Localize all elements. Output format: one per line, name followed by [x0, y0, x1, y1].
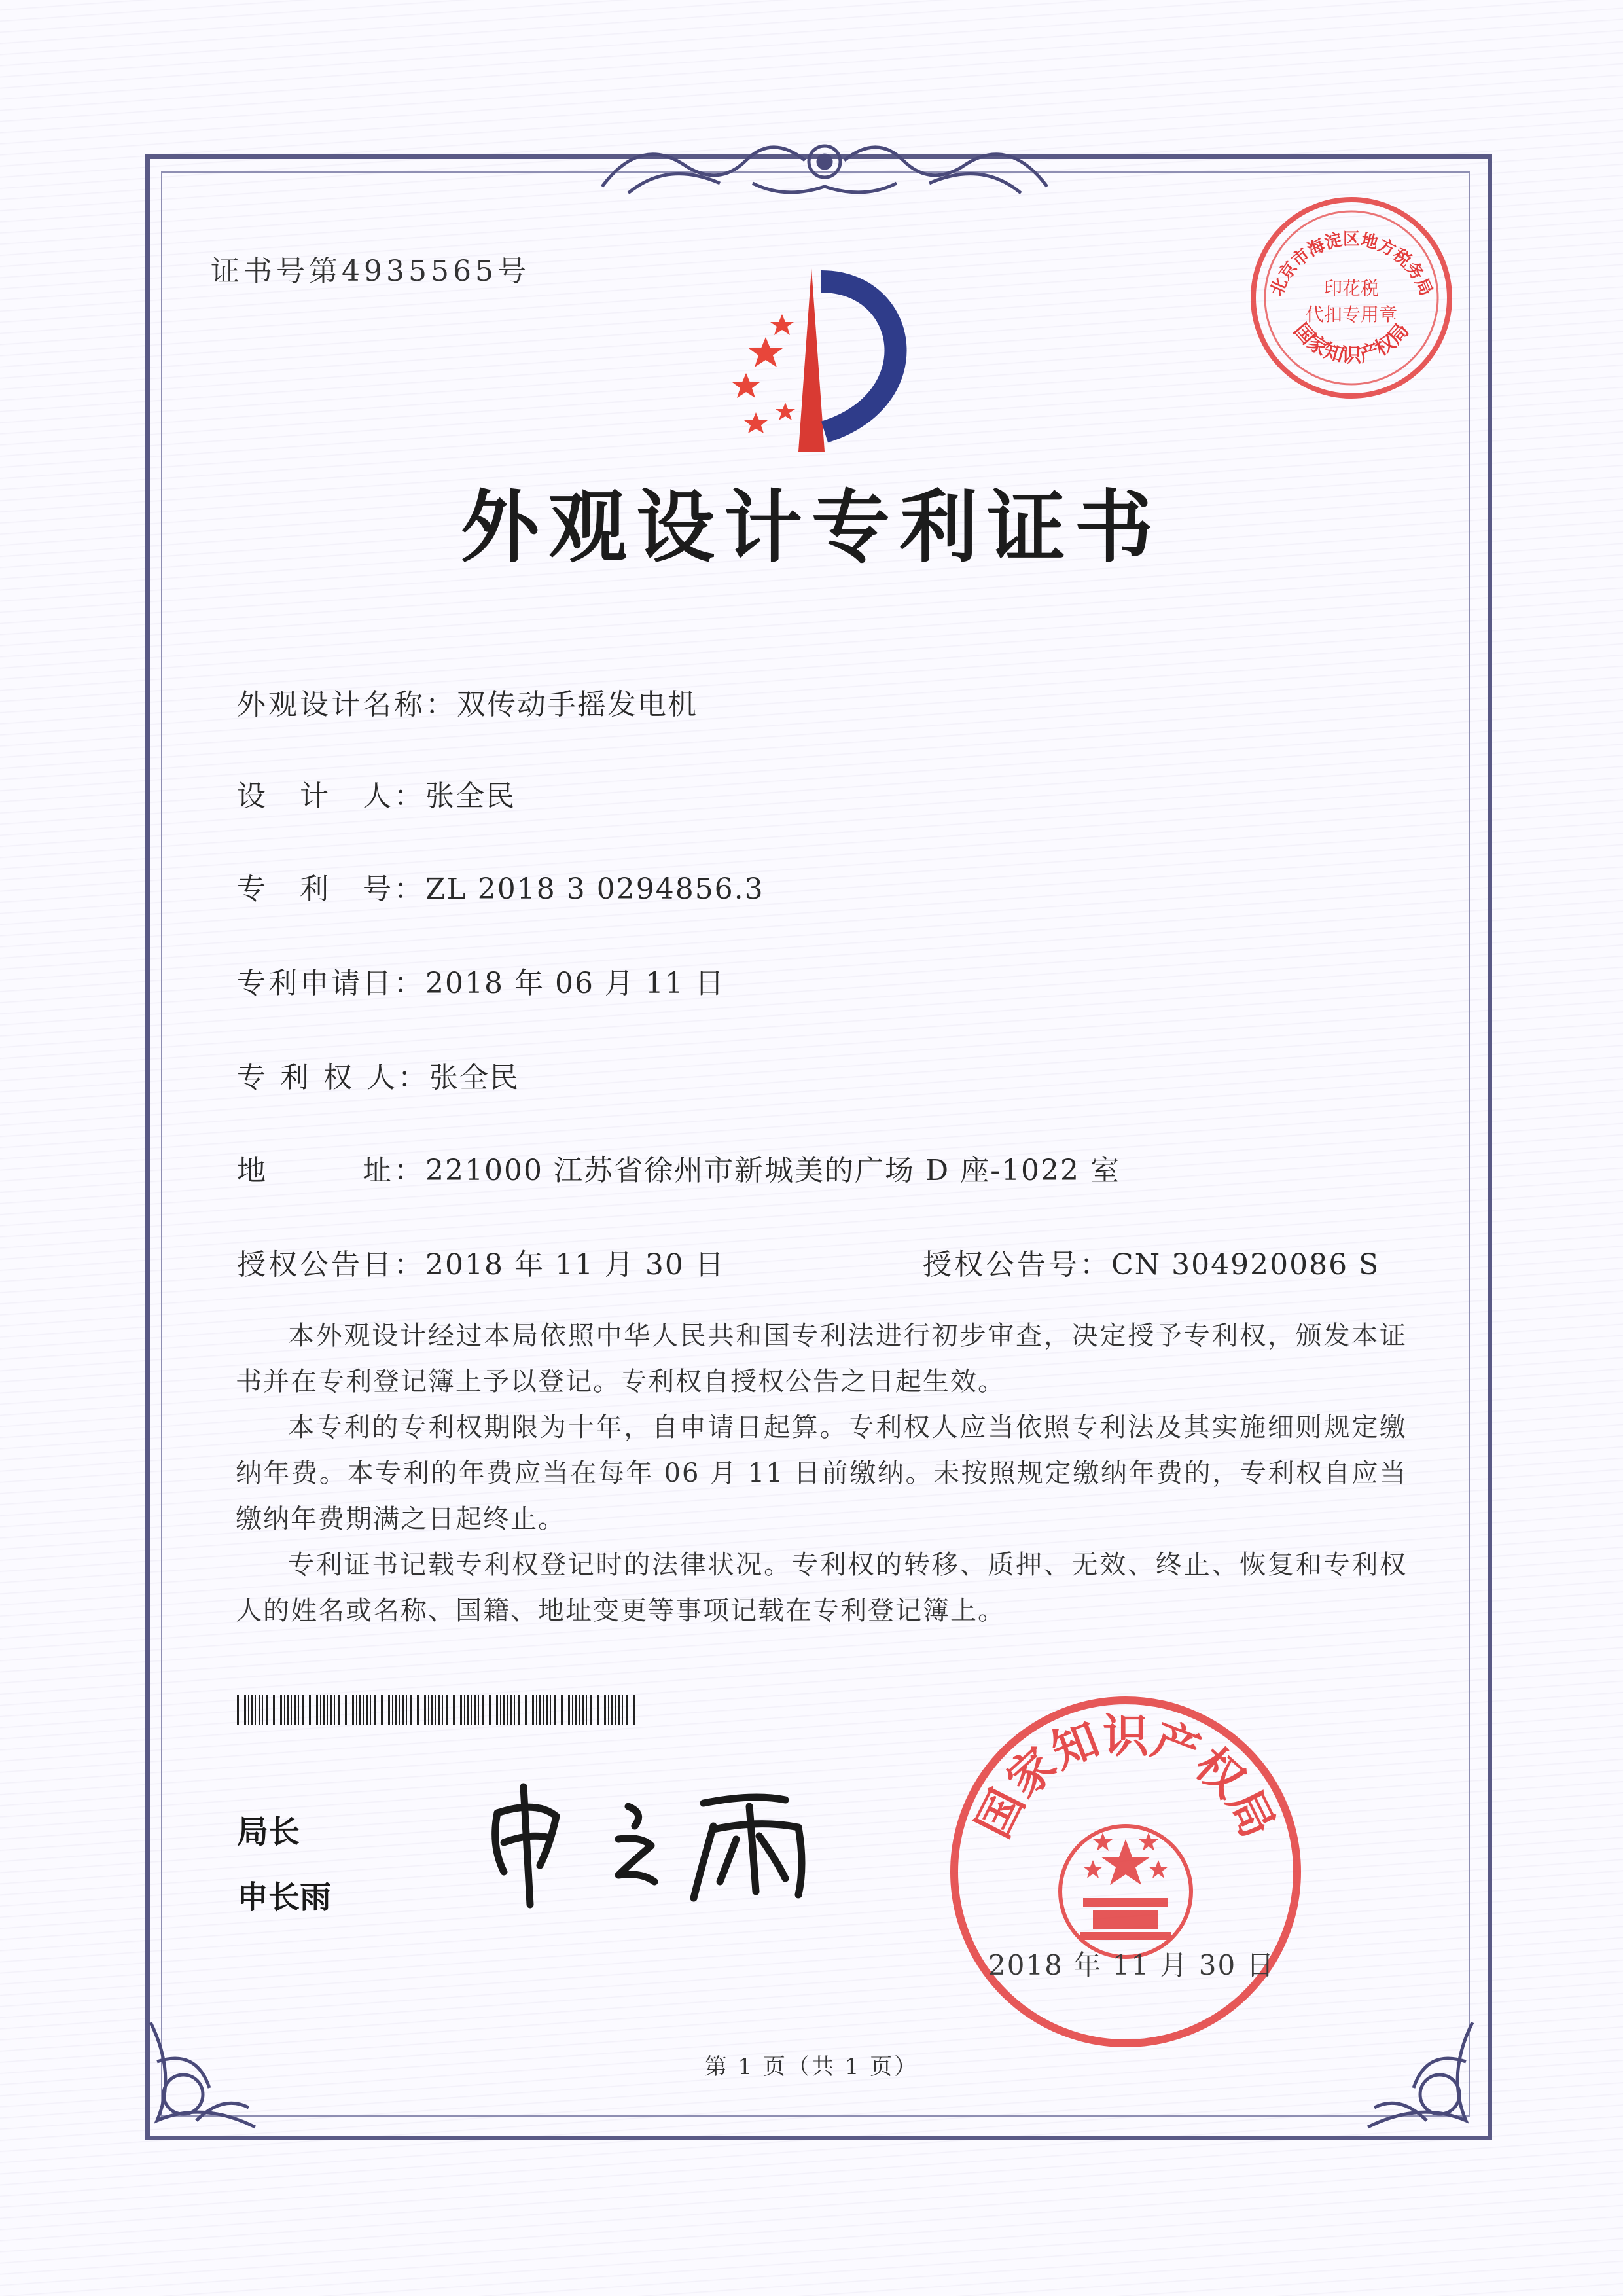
address-label: 地 址：	[237, 1154, 425, 1187]
seal-date: 2018 年 11 月 30 日	[988, 1949, 1275, 1981]
tax-stamp-seal-icon	[1243, 190, 1459, 406]
grant-number-value: CN 304920086 S	[1111, 1248, 1380, 1282]
grant-date-row	[237, 1241, 725, 1283]
filing-date-row	[237, 960, 725, 1001]
svg-text:国家知识产权局: 国家知识产权局	[1289, 319, 1414, 367]
barcode	[237, 1695, 636, 1725]
certificate-title: 外观设计专利证书	[461, 482, 1162, 573]
paragraph-2: 本专利的专利权期限为十年，自申请日起算。专利权人应当依照专利法及其实施细则规定缴纳年费。本专利的年费应当在每年 06 月 11 日前缴纳。未按照规定缴纳年费的，专利权自应当缴纳年费期满之日起终止。	[236, 1412, 1407, 1534]
design-name-label: 外观设计名称：	[237, 688, 457, 721]
grant-date-label: 授权公告日：	[237, 1248, 425, 1282]
paragraph-3: 专利证书记载专利权登记时的法律状况。专利权的转移、质押、无效、终止、恢复和专利权人的姓名或名称、国籍、地址变更等事项记载在专利登记簿上。	[236, 1550, 1407, 1626]
paragraph-1: 本外观设计经过本局依照中华人民共和国专利法进行初步审查，决定授予专利权，颁发本证书并在专利登记簿上予以登记。专利权自授权公告之日起生效。	[236, 1321, 1407, 1397]
grant-number-label: 授权公告号：	[923, 1248, 1111, 1282]
design-name-value: 双传动手摇发电机	[457, 688, 698, 721]
filing-date-label: 专利申请日：	[237, 967, 425, 1000]
svg-text:代扣专用章: 代扣专用章	[1305, 304, 1398, 325]
svg-text:印花税: 印花税	[1323, 278, 1380, 299]
designer-value: 张全民	[425, 780, 516, 813]
address-row	[237, 1147, 1120, 1189]
grant-number-row	[923, 1241, 1380, 1283]
certificate-number: 证书号第4935565号	[211, 255, 530, 288]
filing-date-value: 2018 年 06 月 11 日	[425, 967, 725, 1000]
patent-number-value: ZL 2018 3 0294856.3	[425, 872, 764, 906]
patent-office-emblem-icon	[694, 262, 955, 458]
director-title: 局长	[237, 1814, 300, 1850]
svg-text:国家知识产权局: 国家知识产权局	[966, 1709, 1285, 1846]
address-value: 221000 江苏省徐州市新城美的广场 D 座-1022 室	[425, 1154, 1121, 1187]
patent-number-row	[237, 865, 764, 907]
patentee-row	[237, 1054, 520, 1096]
svg-text:北京市海淀区地方税务局: 北京市海淀区地方税务局	[1266, 230, 1436, 299]
director-name: 申长雨	[237, 1879, 332, 1916]
grant-date-value: 2018 年 11 月 30 日	[425, 1248, 725, 1282]
patent-office-seal-icon	[942, 1689, 1309, 2055]
page-number: 第 1 页（共 1 页）	[704, 2054, 919, 2080]
handwritten-signature-icon	[478, 1767, 844, 1924]
patentee-label: 专 利 权 人：	[237, 1061, 429, 1094]
top-ornament-icon	[589, 121, 1060, 206]
designer-row	[237, 772, 516, 814]
designer-label: 设 计 人：	[237, 780, 425, 813]
design-name-row	[237, 681, 698, 723]
patent-number-label: 专 利 号：	[237, 872, 425, 906]
patentee-value: 张全民	[429, 1061, 520, 1094]
